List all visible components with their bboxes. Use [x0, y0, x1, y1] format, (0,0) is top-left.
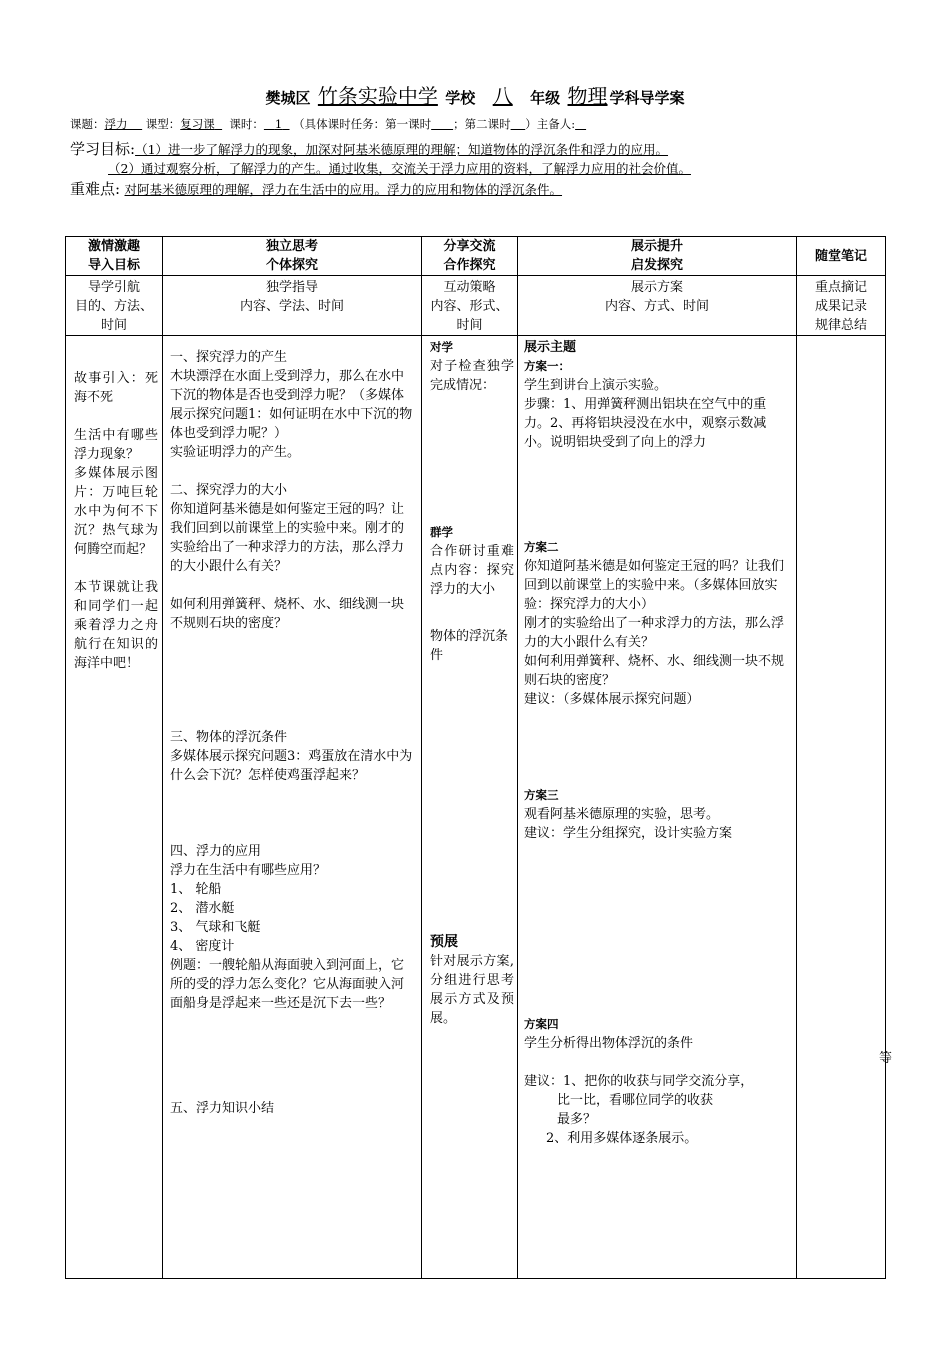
subheader-col-2: 独学指导 内容、学法、时间 [163, 276, 422, 336]
section-1-end: 实验证明浮力的产生。 [170, 445, 301, 460]
plan-1-steps: 步骤：1、用弹簧秤测出铝块在空气中的重力。2、再将铝块浸没在水中，观察示数减小。说明铝块受到了向上的浮力 [524, 397, 767, 450]
application-item: 1、 轮船 [170, 882, 222, 897]
key-label: 重难点: [70, 180, 121, 198]
school-name: 竹条实验中学 [317, 84, 438, 108]
section-3-text: 多媒体展示探究问题3：鸡蛋放在清水中为什么会下沉？怎样使鸡蛋浮起来？ [170, 749, 413, 783]
plan-2-text: 你知道阿基米德是如何鉴定王冠的吗？让我们回到以前课堂上的实验中来。（多媒体回放实验：探究浮力的大小） [524, 559, 785, 612]
plan-3-title: 方案三 [524, 788, 559, 802]
grade-label: 年级 [530, 89, 561, 107]
group-study-text: 合作研讨重难点内容：探究浮力的大小 [430, 544, 514, 597]
hours-label: 课时： [229, 117, 264, 131]
subheader-col-5: 重点摘记 成果记录 规律总结 [797, 276, 886, 336]
topic-label: 课题： [70, 117, 105, 131]
group-study-title: 群学 [430, 525, 453, 539]
subheader-col-4: 展示方案 内容、方式、时间 [518, 276, 797, 336]
presentation-column [518, 336, 797, 1279]
subject: 物理 [567, 84, 608, 108]
type-label: 课型： [145, 117, 181, 131]
intro-media: 多媒体展示图片：万吨巨轮水中为何不下沉？热气球为何腾空而起？ [74, 466, 158, 557]
pair-study-title: 对学 [430, 340, 453, 354]
section-2-title: 二、探究浮力的大小 [170, 483, 288, 498]
section-4-question: 浮力在生活中有哪些应用？ [170, 863, 327, 878]
cooperation-column [422, 336, 518, 1279]
section-1-title: 一、探究浮力的产生 [170, 350, 288, 365]
presentation-theme: 展示主题 [524, 340, 577, 355]
district: 樊城区 [265, 89, 311, 107]
goal-2: （2）通过观察分析，了解浮力的产生。通过收集，交流关于浮力应用的资料，了解浮力应用的社会价值。 [108, 161, 691, 176]
plan-4-suggestion-4: 2、利用多媒体逐条展示。 [546, 1131, 698, 1146]
plan-1-title: 方案一： [524, 359, 570, 373]
notes-column [797, 336, 886, 1279]
plan-3-suggestion: 建议：学生分组探究，设计实验方案 [524, 826, 733, 841]
key-points: 对阿基米德原理的理解，浮力在生活中的应用。浮力的应用和物体的浮沉条件。 [124, 182, 563, 197]
plan-4-suggestion-2: 比一比，看哪位同学的收获 [557, 1093, 714, 1108]
tasks-label: （具体课时任务：第一课时 [293, 117, 432, 131]
intro-closing: 本节课就让我和同学们一起乘着浮力之舟航行在知识的海洋中吧！ [74, 580, 158, 671]
plan-4-suggestion-1: 建议：1、把你的收获与同学交流分享， [524, 1074, 754, 1089]
group-study-text-2: 物体的浮沉条件 [430, 629, 509, 663]
plan-2-suggestion: 建议：（多媒体展示探究问题） [524, 692, 700, 707]
self-study-column [163, 336, 422, 1279]
plan-4-text: 学生分析得出物体浮沉的条件 [524, 1036, 694, 1051]
plan-2-text-2: 刚才的实验给出了一种求浮力的方法，那么浮力的大小跟什么有关？ [524, 616, 785, 650]
header-col-5: 随堂笔记 [797, 237, 886, 276]
topic: 浮力 [104, 117, 128, 131]
hours: 1 [274, 117, 283, 131]
header-col-3: 分享交流 合作探究 [422, 237, 518, 276]
section-2-question: 如何利用弹簧秤、烧杯、水、细线测一块不规则石块的密度？ [170, 597, 405, 631]
subject-label: 学科导学案 [609, 89, 685, 107]
key-points-line [70, 178, 562, 199]
goal-1: （1）进一步了解浮力的现象，加深对阿基米德原理的理解；知道物体的浮沉条件和浮力的应用。 [135, 142, 669, 157]
header-col-4: 展示提升 启发探究 [518, 237, 797, 276]
grade: 八 [492, 84, 513, 108]
lesson-meta [70, 116, 586, 132]
lesson-type: 复习课 [180, 117, 215, 131]
second-label: ；第二课时 [453, 117, 511, 131]
content-row [66, 336, 886, 1279]
plan-1-text: 学生到讲台上演示实验。 [524, 378, 668, 393]
application-item: 3、 气球和飞艇 [170, 920, 261, 935]
pair-study-text: 对子检查独学完成情况： [430, 359, 514, 393]
plan-4-title: 方案四 [524, 1017, 559, 1031]
section-5-title: 五、浮力知识小结 [170, 1101, 275, 1116]
plan-2-text-3: 如何利用弹簧秤、烧杯、水、细线测一块不规则石块的密度？ [524, 654, 785, 688]
plan-2-title: 方案二 [524, 540, 559, 554]
goals-line-2 [108, 159, 691, 177]
section-4-example: 例题：一艘轮船从海面驶入到河面上，它所的受的浮力怎么变化？它从海面驶入河面船身是浮起来一些还是沉下去一些？ [170, 958, 405, 1011]
header-col-1: 激情激趣 导入目标 [66, 237, 163, 276]
section-2-text: 你知道阿基米德是如何鉴定王冠的吗？让我们回到以前课堂上的实验中来。刚才的实验给出了一种求浮力的方法，那么浮力的大小跟什么有关？ [170, 502, 405, 574]
header-row [66, 237, 886, 276]
application-item: 2、 潜水艇 [170, 901, 235, 916]
school-label: 学校 [445, 89, 476, 107]
section-4-title: 四、浮力的应用 [170, 844, 262, 859]
section-3-title: 三、物体的浮沉条件 [170, 730, 288, 745]
goals-line-1 [70, 138, 668, 159]
subheader-col-3: 互动策略 内容、形式、 时间 [422, 276, 518, 336]
lesson-plan-table [65, 236, 886, 1279]
application-item: 4、 密度计 [170, 939, 235, 954]
section-1-text: 木块漂浮在水面上受到浮力，那么在水中下沉的物体是否也受到浮力呢？（多媒体展示探究问题1：如何证明在水中下沉的物体也受到浮力呢？） [170, 369, 413, 441]
intro-column [66, 336, 163, 1279]
document-title [0, 80, 950, 109]
plan-3-text: 观看阿基米德原理的实验，思考。 [524, 807, 720, 822]
goals-label: 学习目标: [70, 140, 136, 158]
intro-question: 生活中有哪些浮力现象？ [74, 428, 158, 462]
stray-character: 等 [879, 1051, 893, 1066]
subheader-col-1: 导学引航 目的、方法、 时间 [66, 276, 163, 336]
preview-text: 针对展示方案,分组进行思考展示方式及预展。 [430, 954, 514, 1026]
plan-4-suggestion-3: 最多？ [557, 1112, 597, 1127]
preparer-label: ）主备人: [525, 117, 576, 131]
subheader-row [66, 276, 886, 336]
intro-story: 故事引入：死海不死 [74, 371, 158, 405]
header-col-2: 独立思考 个体探究 [163, 237, 422, 276]
preview-title: 预展 [430, 934, 458, 950]
